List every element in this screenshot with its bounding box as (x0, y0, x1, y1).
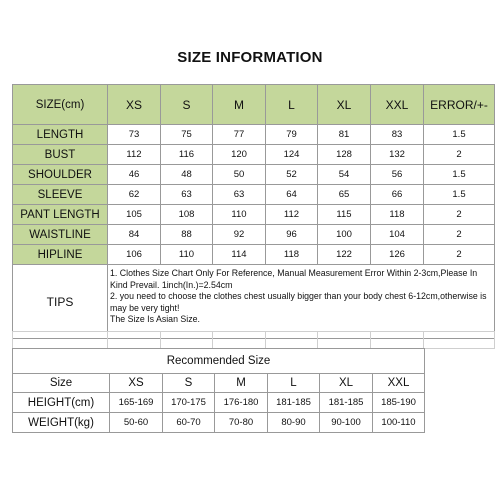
recommended-header-row (13, 374, 425, 393)
table-row (13, 145, 495, 165)
table-cell: 96 (266, 225, 318, 245)
column-header: SIZE(cm) (13, 85, 108, 125)
empty-cell (213, 332, 266, 349)
table-cell: 116 (161, 145, 213, 165)
table-cell: 126 (371, 245, 424, 265)
table-cell: 176-180 (215, 393, 268, 413)
table-cell: 79 (266, 125, 318, 145)
table-cell: 88 (161, 225, 213, 245)
tips-label: TIPS (13, 265, 108, 339)
tip-line: 1. Clothes Size Chart Only For Reference, Manual Measurement Error Within 2-3cm,Please In Kind Prevail. 1inch(In.)=2.54cm (110, 268, 478, 290)
column-header: L (268, 374, 320, 393)
table-row (13, 245, 495, 265)
table-cell: 100-110 (373, 413, 425, 433)
table-cell: 165-169 (110, 393, 163, 413)
row-label: BUST (13, 145, 108, 165)
page-title: SIZE INFORMATION (177, 49, 323, 66)
table-cell: 90-100 (320, 413, 373, 433)
table-cell: 65 (318, 185, 371, 205)
column-header: M (213, 85, 266, 125)
table-cell: 52 (266, 165, 318, 185)
table-row (13, 205, 495, 225)
table-cell: 2 (424, 205, 495, 225)
table-cell: 60-70 (163, 413, 215, 433)
table-row (13, 185, 495, 205)
table-cell: 62 (108, 185, 161, 205)
table-cell: 118 (371, 205, 424, 225)
table-cell: 118 (266, 245, 318, 265)
table-cell: 63 (161, 185, 213, 205)
table-cell: 48 (161, 165, 213, 185)
size-chart-table (12, 84, 495, 339)
table-cell: 104 (371, 225, 424, 245)
spacer-grid (12, 331, 495, 349)
table-cell: 1.5 (424, 125, 495, 145)
table-cell: 2 (424, 245, 495, 265)
table-cell: 81 (318, 125, 371, 145)
table-cell: 128 (318, 145, 371, 165)
column-header: L (266, 85, 318, 125)
table-cell: 100 (318, 225, 371, 245)
table-cell: 1.5 (424, 165, 495, 185)
table-cell: 170-175 (163, 393, 215, 413)
column-header: Size (13, 374, 110, 393)
row-label: HIPLINE (13, 245, 108, 265)
table-cell: 110 (213, 205, 266, 225)
table-row (13, 165, 495, 185)
row-label: SHOULDER (13, 165, 108, 185)
table-cell: 122 (318, 245, 371, 265)
table-row (13, 225, 495, 245)
table-cell: 56 (371, 165, 424, 185)
row-label: HEIGHT(cm) (13, 393, 110, 413)
recommended-size-table (12, 348, 425, 433)
table-cell: 77 (213, 125, 266, 145)
table-cell: 80-90 (268, 413, 320, 433)
table-row (13, 413, 425, 433)
table-cell: 120 (213, 145, 266, 165)
spacer-row (13, 332, 495, 349)
column-header: XL (318, 85, 371, 125)
column-header: XL (320, 374, 373, 393)
column-header: XS (108, 85, 161, 125)
table-cell: 106 (108, 245, 161, 265)
row-label: WAISTLINE (13, 225, 108, 245)
table-cell: 114 (213, 245, 266, 265)
table-cell: 84 (108, 225, 161, 245)
empty-cell (318, 332, 371, 349)
table-row (13, 393, 425, 413)
column-header: S (161, 85, 213, 125)
empty-cell (371, 332, 424, 349)
column-header: XS (110, 374, 163, 393)
table-cell: 112 (108, 145, 161, 165)
table-cell: 110 (161, 245, 213, 265)
table-cell: 66 (371, 185, 424, 205)
table-cell: 54 (318, 165, 371, 185)
table-cell: 50-60 (110, 413, 163, 433)
table-cell: 70-80 (215, 413, 268, 433)
table-cell: 46 (108, 165, 161, 185)
column-header: S (163, 374, 215, 393)
empty-cell (424, 332, 495, 349)
row-label: SLEEVE (13, 185, 108, 205)
table-cell: 181-185 (320, 393, 373, 413)
table-cell: 50 (213, 165, 266, 185)
row-label: LENGTH (13, 125, 108, 145)
row-label: WEIGHT(kg) (13, 413, 110, 433)
table-cell: 83 (371, 125, 424, 145)
table-cell: 75 (161, 125, 213, 145)
recommended-title: Recommended Size (13, 349, 425, 374)
column-header: XXL (373, 374, 425, 393)
table-cell: 92 (213, 225, 266, 245)
table-cell: 185-190 (373, 393, 425, 413)
table-cell: 124 (266, 145, 318, 165)
table-cell: 132 (371, 145, 424, 165)
column-header: M (215, 374, 268, 393)
table-cell: 112 (266, 205, 318, 225)
column-header: XXL (371, 85, 424, 125)
tips-text (108, 265, 495, 339)
table-cell: 2 (424, 225, 495, 245)
recommended-title-row (13, 349, 425, 374)
empty-cell (266, 332, 318, 349)
column-header: ERROR/+- (424, 85, 495, 125)
table-cell: 1.5 (424, 185, 495, 205)
tip-line: 2. you need to choose the clothes chest usually bigger than your body chest 6-12cm,otherwise is may be very tight! (110, 291, 487, 313)
table-cell: 63 (213, 185, 266, 205)
table-cell: 115 (318, 205, 371, 225)
tip-line: The Size Is Asian Size. (110, 314, 200, 325)
empty-cell (161, 332, 213, 349)
table-cell: 105 (108, 205, 161, 225)
table-cell: 181-185 (268, 393, 320, 413)
size-chart-header-row (13, 85, 495, 125)
table-cell: 73 (108, 125, 161, 145)
empty-cell (13, 332, 108, 349)
table-cell: 108 (161, 205, 213, 225)
row-label: PANT LENGTH (13, 205, 108, 225)
tips-row (13, 265, 495, 339)
empty-cell (108, 332, 161, 349)
table-cell: 64 (266, 185, 318, 205)
table-row (13, 125, 495, 145)
table-cell: 2 (424, 145, 495, 165)
